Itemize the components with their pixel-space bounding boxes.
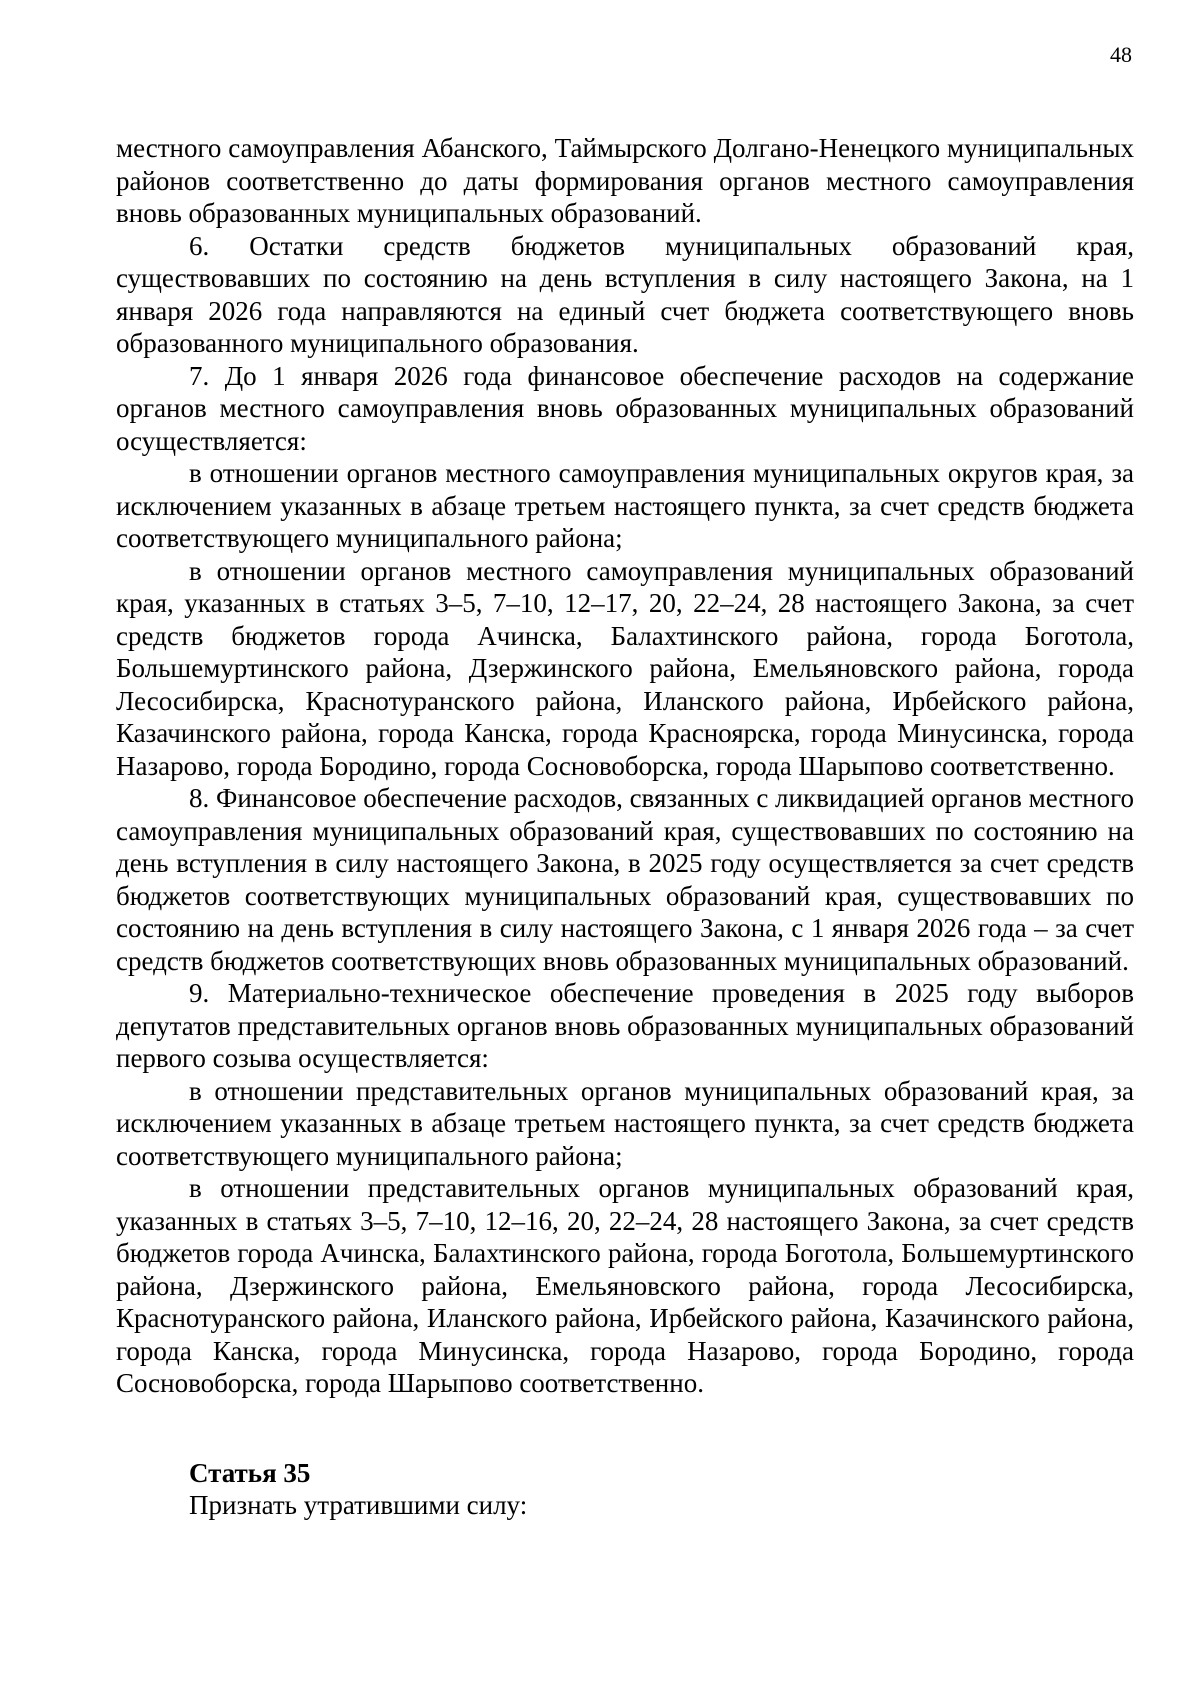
paragraph-item-9-sub-1: в отношении представительных органов муниципальных образований края, за исключением указанных в абзаце третьем настоящего пункта, за счет средств бюджета соответствующего муниципального района;: [116, 1075, 1134, 1171]
paragraph-item-7: 7. До 1 января 2026 года финансовое обеспечение расходов на содержание органов местного самоуправления вновь образованных муниципальных образований осуществляется:: [116, 360, 1134, 456]
article-text: Признать утратившими силу:: [189, 1490, 528, 1520]
document-body: [116, 132, 1134, 1522]
article-title: Статья 35: [189, 1457, 311, 1488]
paragraph-item-7-sub-1: в отношении органов местного самоуправления муниципальных округов края, за исключением указанных в абзаце третьем настоящего пункта, за счет средств бюджета соответствующего муниципального района;: [116, 458, 1134, 553]
page-number: 48: [1110, 42, 1132, 67]
paragraph-item-9-sub-2: в отношении представительных органов муниципальных образований края, указанных в статьях 3–5, 7–10, 12–16, 20, 22–24, 28 настоящего Закона, за счет средств бюджетов города Ачинска, Балахтинского района, города Боготола, Большемуртинского района, Дзержинского района, Емельяновского района, города Лесосибирска, Краснотуранского района, Иланского района, Ирбейского района, Казачинского района, города Канска, города Минусинска, города Назарово, города Бородино, города Сосновоборска, города Шарыпово соответственно.: [116, 1173, 1134, 1398]
paragraph-item-6: 6. Остатки средств бюджетов муниципальных образований края, существовавших по состоянию на день вступления в силу настоящего Закона, на 1 января 2026 года направляются на единый счет бюджета соответствующего вновь образованного муниципального образования.: [116, 230, 1134, 358]
paragraph-continuation: местного самоуправления Абанского, Таймырского Долгано-Ненецкого муниципальных районов соответственно до даты формирования органов местного самоуправления вновь образованных муниципальных образований.: [116, 133, 1134, 228]
paragraph-item-7-sub-2: в отношении органов местного самоуправления муниципальных образований края, указанных в статьях 3–5, 7–10, 12–17, 20, 22–24, 28 настоящего Закона, за счет средств бюджетов города Ачинска, Балахтинского района, города Боготола, Большемуртинского района, Дзержинского района, Емельяновского района, города Лесосибирска, Краснотуранского района, Иланского района, Ирбейского района, Казачинского района, города Канска, города Красноярска, города Минусинска, города Назарово, города Бородино, города Сосновоборска, города Шарыпово соответственно.: [116, 555, 1134, 781]
paragraph-item-9: 9. Материально-техническое обеспечение проведения в 2025 году выборов депутатов представительных органов вновь образованных муниципальных образований первого созыва осуществляется:: [116, 978, 1134, 1073]
paragraph-item-8: 8. Финансовое обеспечение расходов, связанных с ликвидацией органов местного самоуправления муниципальных образований края, существовавших по состоянию на день вступления в силу настоящего Закона, в 2025 году осуществляется за счет средств бюджетов соответствующих муниципальных образований края, существовавших по состоянию на день вступления в силу настоящего Закона, с 1 января 2026 года – за счет средств бюджетов соответствующих вновь образованных муниципальных образований.: [116, 783, 1134, 976]
